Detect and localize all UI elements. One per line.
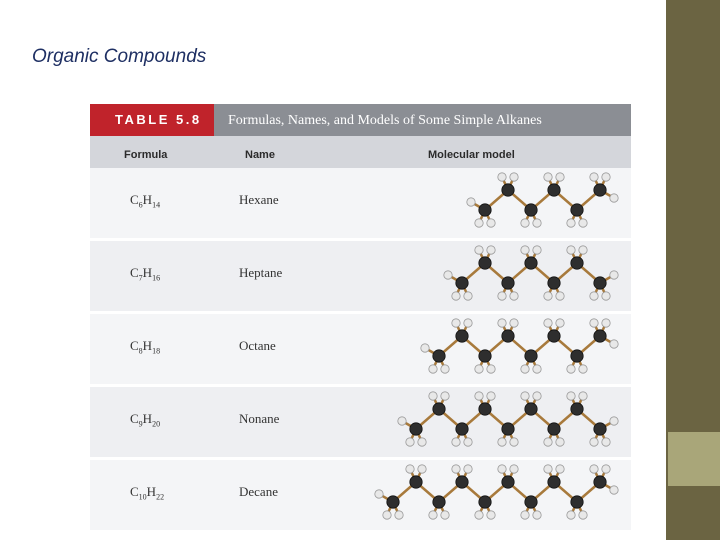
formula-hydrogen-count: 22 <box>156 492 165 502</box>
formula-carbon-count: 7 <box>138 273 143 283</box>
hydrogen-atom <box>533 511 541 519</box>
carbon-atom <box>479 257 491 269</box>
carbon-atom <box>548 330 560 342</box>
hydrogen-atom <box>556 465 564 473</box>
hydrogen-atom <box>544 292 552 300</box>
formula-hydrogen-symbol: H <box>142 338 153 353</box>
carbon-atom <box>456 277 468 289</box>
formula-carbon-count: 9 <box>138 419 143 429</box>
formula-carbon-symbol: C <box>130 338 139 353</box>
hydrogen-atom <box>544 319 552 327</box>
carbon-atom <box>479 204 491 216</box>
hydrogen-atom <box>510 292 518 300</box>
carbon-atom <box>410 423 422 435</box>
hydrogen-atom <box>487 219 495 227</box>
hydrogen-atom <box>533 219 541 227</box>
molecular-model <box>340 168 631 238</box>
carbon-atom <box>525 350 537 362</box>
table-row <box>90 241 631 311</box>
carbon-atom <box>456 423 468 435</box>
hydrogen-atom <box>521 392 529 400</box>
hydrogen-atom <box>556 173 564 181</box>
carbon-atom <box>525 496 537 508</box>
hydrogen-atom <box>567 392 575 400</box>
carbon-atom <box>594 277 606 289</box>
carbon-atom <box>548 423 560 435</box>
molecular-model <box>340 460 631 530</box>
carbon-atom <box>571 350 583 362</box>
hydrogen-atom <box>441 365 449 373</box>
hydrogen-atom <box>579 392 587 400</box>
hydrogen-atom <box>590 438 598 446</box>
carbon-atom <box>502 330 514 342</box>
hydrogen-atom <box>533 392 541 400</box>
hydrogen-atom <box>452 438 460 446</box>
hydrogen-atom <box>590 465 598 473</box>
decorative-sidebar-accent <box>668 432 720 486</box>
cell-formula <box>130 192 160 210</box>
carbon-atom <box>594 330 606 342</box>
formula-hydrogen-count: 18 <box>152 346 161 356</box>
carbon-atom <box>525 257 537 269</box>
hydrogen-atom <box>602 292 610 300</box>
hydrogen-atom <box>567 246 575 254</box>
carbon-atom <box>594 184 606 196</box>
cell-name: Octane <box>239 338 276 353</box>
table-row <box>90 314 631 384</box>
carbon-atom <box>525 403 537 415</box>
carbon-atom <box>479 403 491 415</box>
carbon-atom <box>502 277 514 289</box>
column-header-model: Molecular model <box>428 149 515 161</box>
table-row <box>90 460 631 530</box>
cell-formula <box>130 265 160 283</box>
molecular-model <box>340 314 631 384</box>
column-header-formula: Formula <box>124 149 168 161</box>
formula-hydrogen-count: 14 <box>152 200 161 210</box>
carbon-atom <box>594 476 606 488</box>
table-number: TABLE 5.8 <box>90 104 214 136</box>
formula-carbon-symbol: C <box>130 192 139 207</box>
hydrogen-atom <box>383 511 391 519</box>
hydrogen-atom <box>567 511 575 519</box>
hydrogen-atom <box>556 292 564 300</box>
hydrogen-atom <box>498 319 506 327</box>
carbon-atom <box>502 423 514 435</box>
hydrogen-atom <box>418 465 426 473</box>
formula-carbon-symbol: C <box>130 484 139 499</box>
hydrogen-atom <box>498 438 506 446</box>
hydrogen-atom <box>429 365 437 373</box>
hydrogen-atom <box>533 365 541 373</box>
hydrogen-atom <box>544 438 552 446</box>
formula-hydrogen-symbol: H <box>146 484 157 499</box>
hydrogen-atom <box>556 438 564 446</box>
hydrogen-atom <box>590 292 598 300</box>
hydrogen-atom <box>452 319 460 327</box>
hydrogen-atom <box>487 511 495 519</box>
carbon-atom <box>548 476 560 488</box>
hydrogen-atom <box>602 173 610 181</box>
carbon-atom <box>387 496 399 508</box>
carbon-atom <box>594 423 606 435</box>
cell-name: Decane <box>239 484 278 499</box>
hydrogen-atom <box>533 246 541 254</box>
cell-formula <box>130 411 160 429</box>
hydrogen-atom <box>452 292 460 300</box>
formula-carbon-count: 8 <box>138 346 143 356</box>
alkanes-table <box>90 104 631 525</box>
table-caption: Formulas, Names, and Models of Some Simple Alkanes <box>228 113 542 128</box>
carbon-atom <box>456 330 468 342</box>
hydrogen-atom <box>444 271 452 279</box>
hydrogen-atom <box>510 173 518 181</box>
carbon-atom <box>433 350 445 362</box>
hydrogen-atom <box>475 365 483 373</box>
hydrogen-atom <box>610 194 618 202</box>
cell-formula <box>130 338 160 356</box>
hydrogen-atom <box>429 392 437 400</box>
cell-name: Nonane <box>239 411 280 426</box>
hydrogen-atom <box>395 511 403 519</box>
hydrogen-atom <box>610 340 618 348</box>
carbon-atom <box>456 476 468 488</box>
carbon-atom <box>479 350 491 362</box>
hydrogen-atom <box>429 511 437 519</box>
hydrogen-atom <box>487 392 495 400</box>
hydrogen-atom <box>590 173 598 181</box>
carbon-atom <box>502 184 514 196</box>
hydrogen-atom <box>521 246 529 254</box>
hydrogen-atom <box>544 173 552 181</box>
hydrogen-atom <box>579 246 587 254</box>
formula-hydrogen-count: 16 <box>152 273 161 283</box>
hydrogen-atom <box>464 319 472 327</box>
table-row <box>90 168 631 238</box>
formula-hydrogen-count: 20 <box>152 419 161 429</box>
hydrogen-atom <box>521 365 529 373</box>
hydrogen-atom <box>579 365 587 373</box>
carbon-atom <box>571 496 583 508</box>
hydrogen-atom <box>487 246 495 254</box>
carbon-atom <box>410 476 422 488</box>
hydrogen-atom <box>579 511 587 519</box>
carbon-atom <box>571 204 583 216</box>
hydrogen-atom <box>521 511 529 519</box>
hydrogen-atom <box>475 392 483 400</box>
hydrogen-atom <box>498 292 506 300</box>
formula-hydrogen-symbol: H <box>142 192 153 207</box>
carbon-atom <box>548 184 560 196</box>
slide-title: Organic Compounds <box>32 46 207 67</box>
hydrogen-atom <box>544 465 552 473</box>
hydrogen-atom <box>467 198 475 206</box>
cell-formula <box>130 484 164 502</box>
hydrogen-atom <box>475 246 483 254</box>
hydrogen-atom <box>418 438 426 446</box>
hydrogen-atom <box>406 438 414 446</box>
hydrogen-atom <box>406 465 414 473</box>
cell-name: Hexane <box>239 192 279 207</box>
hydrogen-atom <box>475 511 483 519</box>
hydrogen-atom <box>579 219 587 227</box>
carbon-atom <box>525 204 537 216</box>
hydrogen-atom <box>567 219 575 227</box>
formula-carbon-symbol: C <box>130 411 139 426</box>
carbon-atom <box>433 496 445 508</box>
hydrogen-atom <box>602 438 610 446</box>
hydrogen-atom <box>421 344 429 352</box>
hydrogen-atom <box>498 465 506 473</box>
hydrogen-atom <box>441 392 449 400</box>
table-header-bar <box>90 104 631 136</box>
hydrogen-atom <box>602 465 610 473</box>
column-header-row <box>90 136 631 168</box>
hydrogen-atom <box>487 365 495 373</box>
carbon-atom <box>433 403 445 415</box>
hydrogen-atom <box>475 219 483 227</box>
hydrogen-atom <box>375 490 383 498</box>
carbon-atom <box>479 496 491 508</box>
hydrogen-atom <box>521 219 529 227</box>
cell-name: Heptane <box>239 265 283 280</box>
carbon-atom <box>571 403 583 415</box>
hydrogen-atom <box>464 292 472 300</box>
hydrogen-atom <box>498 173 506 181</box>
hydrogen-atom <box>610 417 618 425</box>
formula-hydrogen-symbol: H <box>142 411 153 426</box>
hydrogen-atom <box>398 417 406 425</box>
table-row <box>90 387 631 457</box>
molecular-model <box>340 387 631 457</box>
hydrogen-atom <box>510 319 518 327</box>
formula-carbon-count: 10 <box>138 492 147 502</box>
hydrogen-atom <box>610 486 618 494</box>
formula-carbon-symbol: C <box>130 265 139 280</box>
carbon-atom <box>571 257 583 269</box>
molecular-model <box>340 241 631 311</box>
formula-carbon-count: 6 <box>138 200 143 210</box>
hydrogen-atom <box>556 319 564 327</box>
column-header-name: Name <box>245 149 275 161</box>
hydrogen-atom <box>610 271 618 279</box>
formula-hydrogen-symbol: H <box>142 265 153 280</box>
hydrogen-atom <box>567 365 575 373</box>
carbon-atom <box>502 476 514 488</box>
carbon-atom <box>548 277 560 289</box>
hydrogen-atom <box>441 511 449 519</box>
hydrogen-atom <box>590 319 598 327</box>
hydrogen-atom <box>602 319 610 327</box>
hydrogen-atom <box>464 438 472 446</box>
hydrogen-atom <box>510 465 518 473</box>
hydrogen-atom <box>510 438 518 446</box>
hydrogen-atom <box>464 465 472 473</box>
hydrogen-atom <box>452 465 460 473</box>
